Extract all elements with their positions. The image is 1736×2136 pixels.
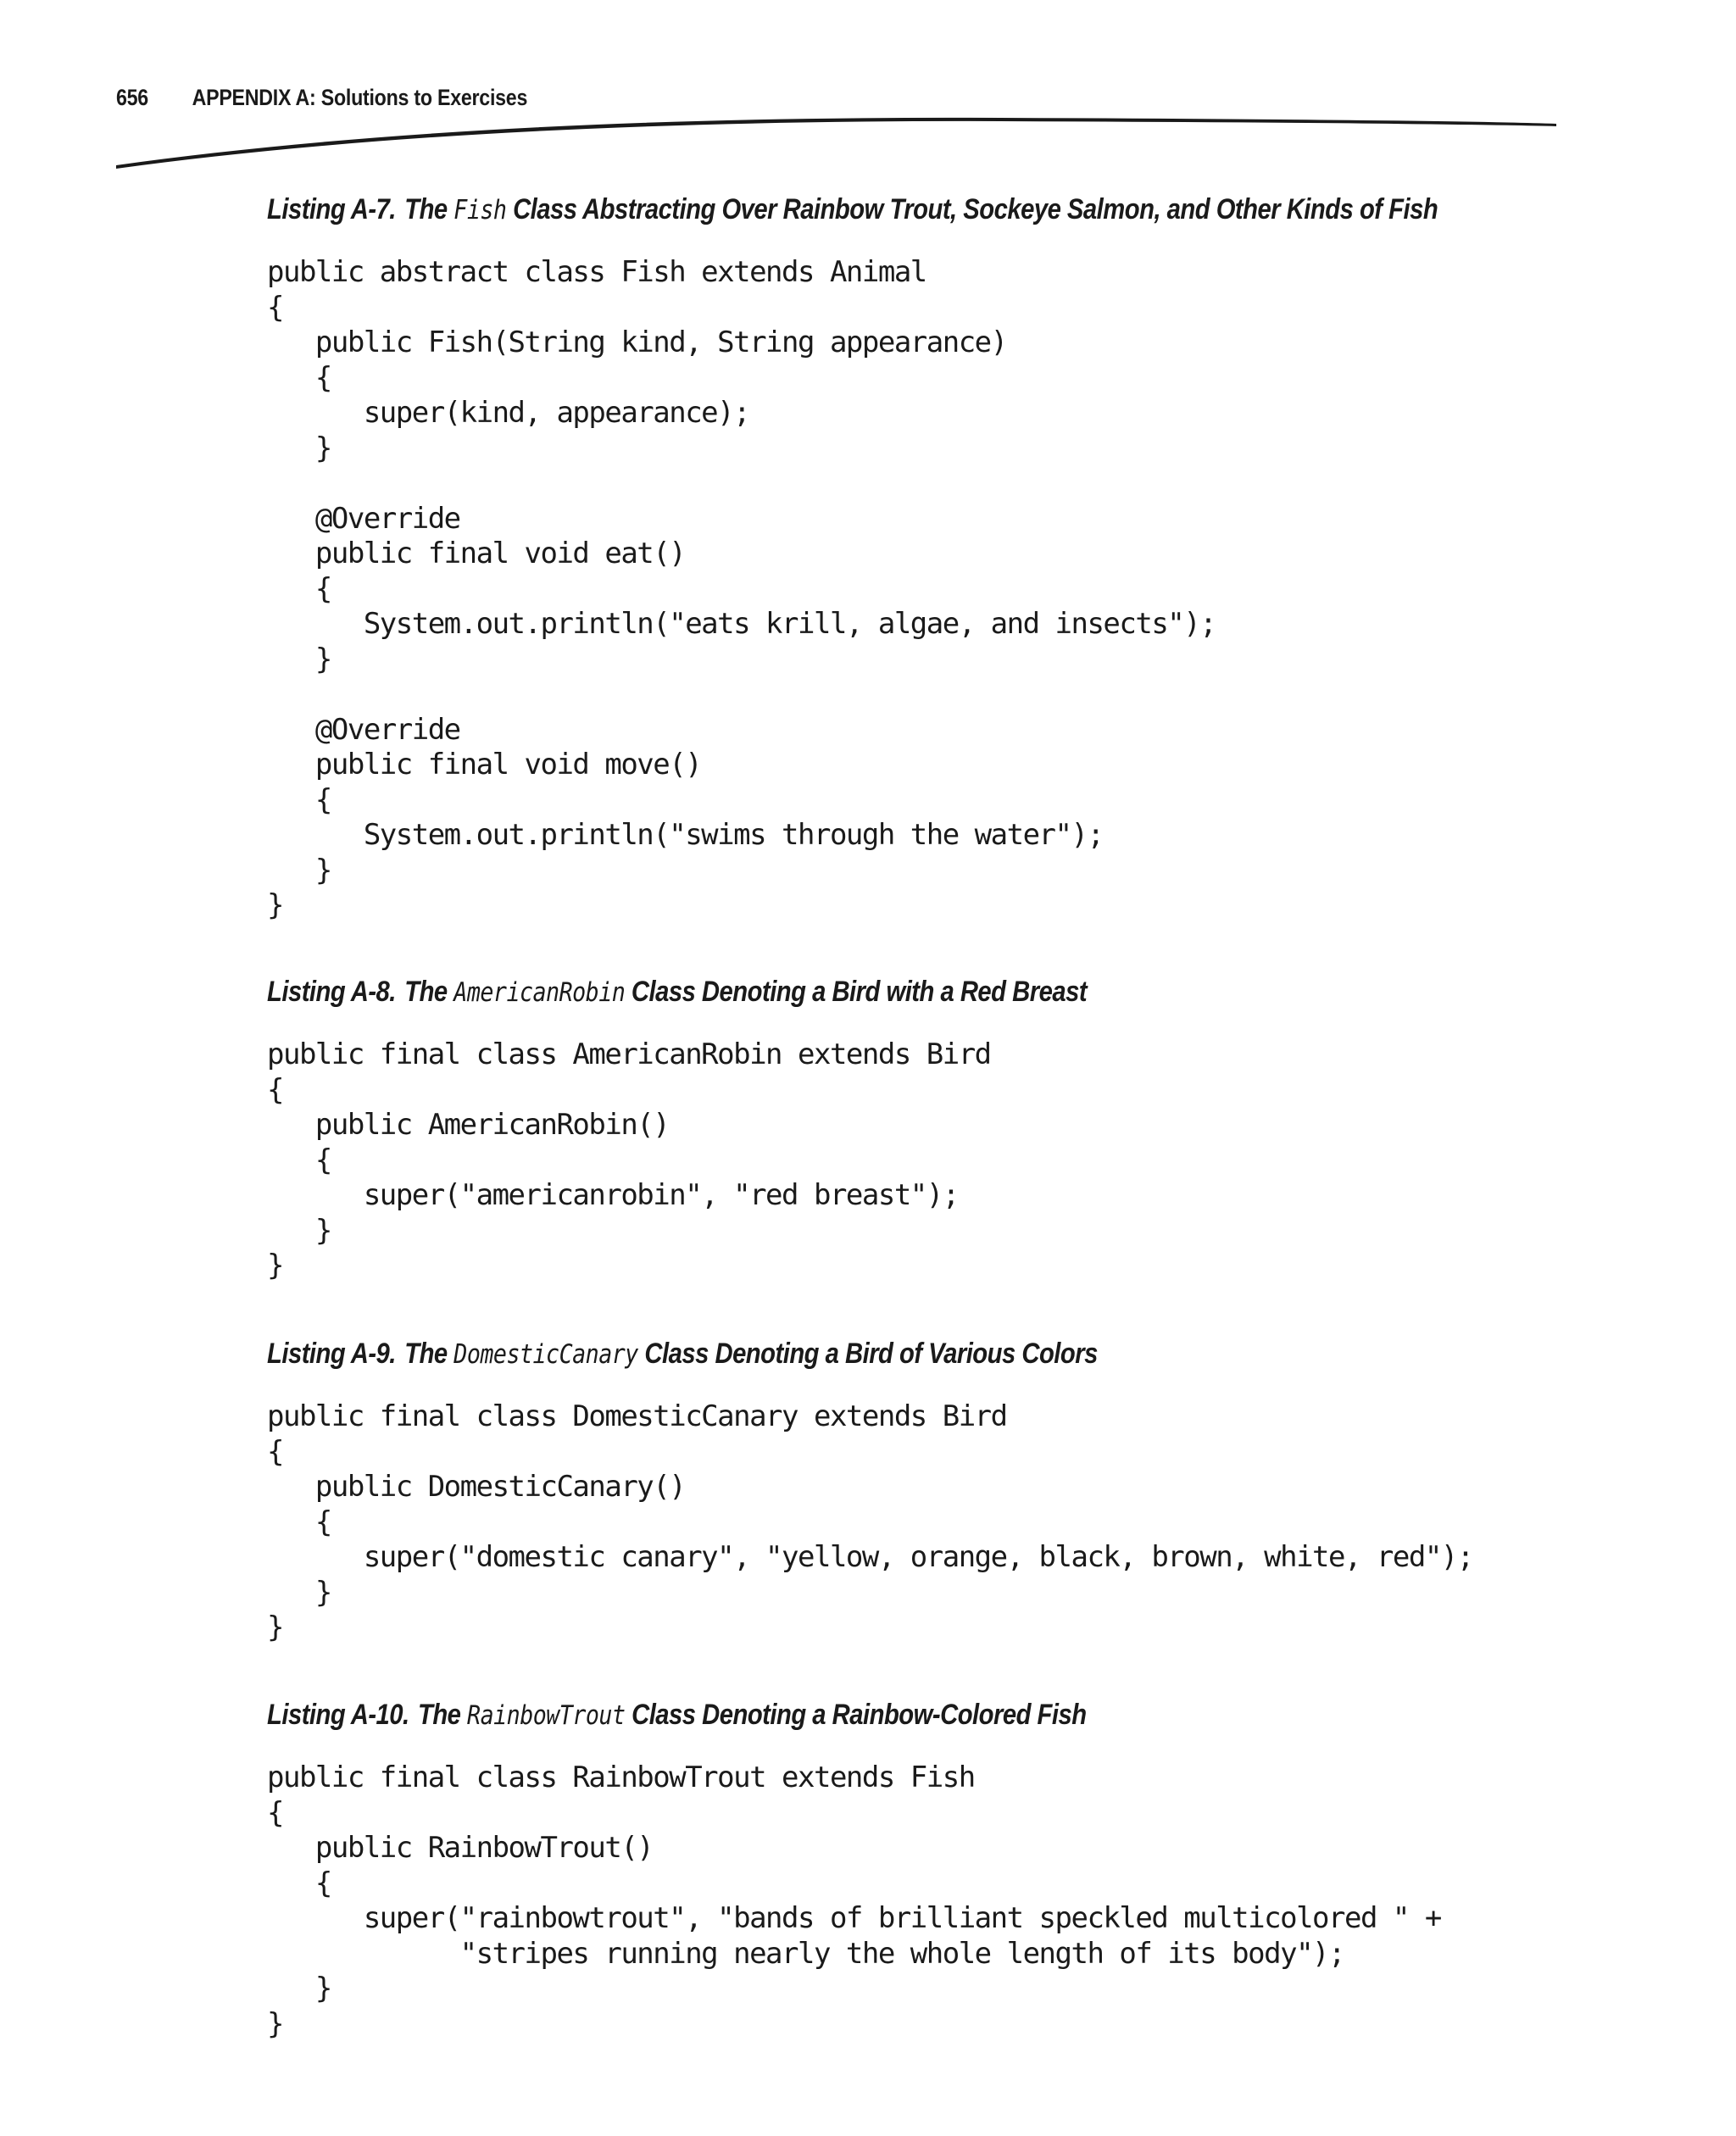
caption-text: Class Denoting a Bird of Various Colors [644, 1338, 1098, 1370]
code-listing-a10: public final class RainbowTrout extends Fish { public RainbowTrout() { super("rainbowtrout", "bands of brilliant speckled multicolored " + "stripes running nearly the whole length of its body"); } } [267, 1761, 1441, 2041]
listing-caption-a7 [267, 193, 1438, 226]
caption-pre: The [404, 1338, 448, 1370]
listing-label: Listing A-10. [267, 1699, 409, 1731]
caption-text: Class Denoting a Rainbow-Colored Fish [632, 1699, 1087, 1731]
code-listing-a9: public final class DomesticCanary extends Bird { public DomesticCanary() { super("domestic canary", "yellow, orange, black, brown, white, red"); } } [267, 1399, 1473, 1644]
caption-text: Class Abstracting Over Rainbow Trout, Sockeye Salmon, and Other Kinds of Fish [513, 193, 1438, 225]
caption-pre: The [404, 193, 448, 225]
code-listing-a8: public final class AmericanRobin extends Bird { public AmericanRobin() { super("americanrobin", "red breast"); } } [267, 1037, 991, 1282]
listing-label: Listing A-8. [267, 976, 396, 1008]
code-listing-a7: public abstract class Fish extends Animal { public Fish(String kind, String appearance) { super(kind, appearance); } @Override public final void eat() { System.out.println("eats krill, algae, and insects"); } @Override public final void move() { System.out.println("swims through the water"); } } [267, 255, 1216, 922]
listing-caption-a10 [267, 1699, 1087, 1732]
caption-text: Class Denoting a Bird with a Red Breast [631, 976, 1088, 1008]
listing-caption-a8 [267, 976, 1087, 1009]
caption-class-name: DomesticCanary [453, 1339, 638, 1370]
listing-label: Listing A-7. [267, 193, 396, 225]
caption-class-name: RainbowTrout [467, 1700, 626, 1731]
caption-pre: The [417, 1699, 461, 1731]
header-swoosh [0, 0, 1736, 220]
header-title: APPENDIX A: Solutions to Exercises [192, 84, 528, 110]
caption-class-name: AmericanRobin [453, 977, 626, 1008]
caption-pre: The [404, 976, 448, 1008]
listing-label: Listing A-9. [267, 1338, 396, 1370]
listing-caption-a9 [267, 1338, 1098, 1371]
page-number: 656 [116, 84, 148, 110]
caption-class-name: Fish [453, 195, 507, 225]
